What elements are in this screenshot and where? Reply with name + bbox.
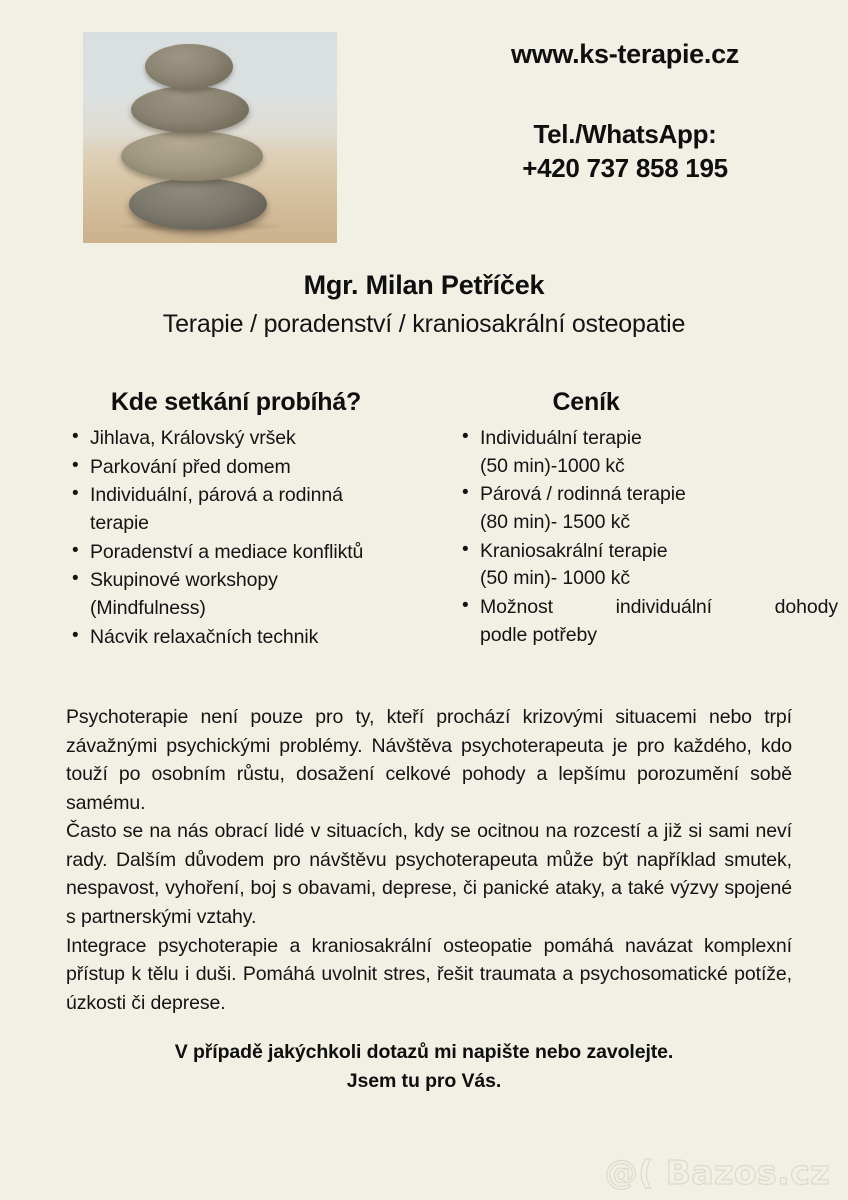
- stone-third: [121, 131, 263, 181]
- price-item-service: Individuální terapie: [480, 427, 642, 449]
- price-item-service: • Možnost individuální dohody: [480, 596, 838, 619]
- price-item-amount: podle potřeby: [480, 623, 597, 646]
- list-item: [66, 482, 420, 537]
- price-item-service: Párová / rodinná terapie: [480, 483, 686, 506]
- stone-bottom: [129, 178, 267, 230]
- list-item-line1: Jihlava, Královský vršek: [90, 427, 296, 449]
- list-item: [66, 624, 420, 652]
- price-item-amount: (80 min)- 1500 kč: [480, 511, 631, 534]
- price-item-amount: (50 min)-1000 kč: [480, 454, 625, 477]
- footer-call-to-action: [0, 1038, 848, 1097]
- zen-stones-photo: [83, 32, 337, 243]
- photo-scene: [83, 32, 337, 243]
- paragraph-reasons: Často se na nás obrací lidé v situacích, kdy se ocitnou na rozcestí a již si sami neví rady. Dalším důvodem pro návštěvu psychoterapeuta může být například smutek, nespavost, vyhoření, boj s obavami, deprese, či panické ataky, a také výzvy spojené s partnerskými vztahy.: [66, 820, 792, 928]
- header-contact-block: [430, 40, 820, 185]
- list-item: [66, 425, 420, 453]
- info-columns: [0, 388, 848, 653]
- bazos-watermark: @( Bazos.cz: [604, 1153, 830, 1192]
- person-name: Mgr. Milan Petříček: [303, 270, 545, 300]
- list-item-line1: Individuální, párová a rodinná: [90, 484, 343, 507]
- body-copy: [66, 703, 792, 1017]
- list-item: [66, 539, 420, 567]
- stone-second: [131, 86, 249, 133]
- phone-number[interactable]: +420 737 858 195: [522, 153, 728, 183]
- paragraph-integration: Integrace psychoterapie a kraniosakrální osteopatie pomáhá navázat komplexní přístup k tělu i duši. Pomáhá uvolnit stres, řešit traumata a psychosomatické potíže, úzkosti či deprese.: [66, 934, 792, 1014]
- pricelist-heading: Ceník: [552, 388, 620, 416]
- list-item-line1: Parkování před domem: [90, 455, 291, 478]
- price-item-amount: (50 min)- 1000 kč: [480, 567, 631, 590]
- column-pricelist: [420, 388, 848, 653]
- list-item-line2: (Mindfulness): [90, 597, 206, 620]
- price-item: [456, 481, 848, 536]
- person-role: Terapie / poradenství / kraniosakrální osteopatie: [162, 310, 686, 338]
- footer-line-2: Jsem tu pro Vás.: [346, 1070, 502, 1093]
- list-item-line1: Poradenství a mediace konfliktů: [90, 540, 364, 563]
- list-item: [66, 567, 420, 622]
- footer-line-1: V případě jakýchkoli dotazů mi napište nebo zavolejte.: [174, 1041, 674, 1063]
- price-item: [456, 425, 848, 480]
- price-item: [456, 538, 848, 593]
- phone-block: [430, 117, 820, 186]
- stone-top: [145, 44, 233, 89]
- header-section: [0, 0, 848, 250]
- list-item-line2: terapie: [90, 512, 149, 535]
- list-item-line1: Skupinové workshopy: [90, 569, 278, 592]
- paragraph-intro: Psychoterapie není pouze pro ty, kteří prochází krizovými situacemi nebo trpí závažnými psychickými problémy. Návštěva psychoterapeuta je pro každého, kdo touží po osobním růstu, dosažení celkové pohody a lepšímu porozumění sobě samému.: [66, 706, 792, 814]
- list-item: [66, 454, 420, 482]
- column-location: [0, 388, 420, 653]
- website-url[interactable]: www.ks-terapie.cz: [511, 39, 739, 69]
- pricelist-list: [434, 425, 848, 650]
- price-item: [456, 594, 848, 649]
- location-heading: Kde setkání probíhá?: [110, 388, 362, 416]
- price-item-service: Kraniosakrální terapie: [480, 539, 668, 562]
- identity-block: [0, 270, 848, 339]
- list-item-line1: Nácvik relaxačních technik: [90, 625, 319, 648]
- phone-label: Tel./WhatsApp:: [533, 118, 717, 149]
- location-list: [66, 425, 420, 652]
